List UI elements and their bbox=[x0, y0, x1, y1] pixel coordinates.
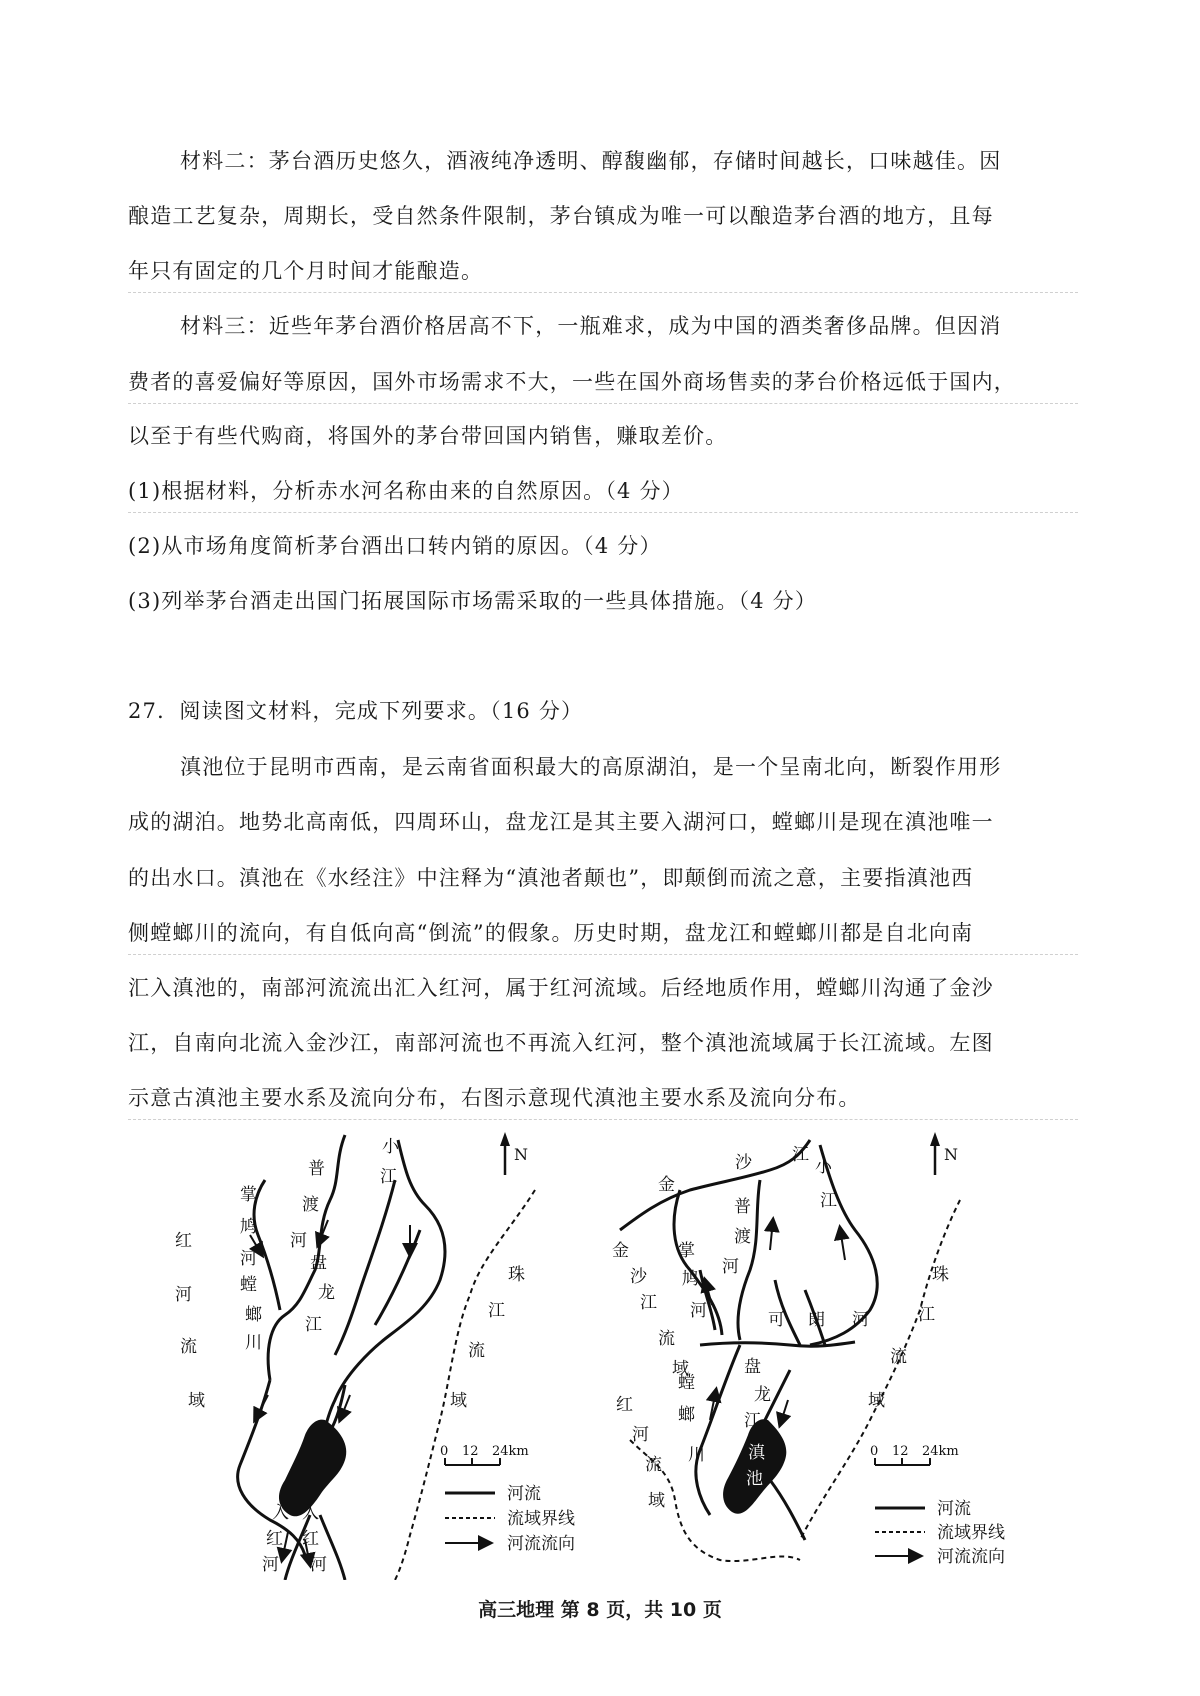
label-jinsha-basin-2: 沙 bbox=[630, 1267, 647, 1287]
label-zhangjiu-2: 鸠 bbox=[682, 1269, 699, 1289]
label-zhangjiu-1: 掌 bbox=[678, 1241, 695, 1261]
material2-line-1: 材料二：茅台酒历史悠久，酒液纯净透明、醇馥幽郁，存储时间越长，口味越佳。因 bbox=[180, 149, 1002, 173]
label-pudu-1: 普 bbox=[308, 1159, 325, 1179]
label-ruhong2-1: 入 bbox=[302, 1503, 319, 1523]
label-panlong-3: 江 bbox=[744, 1411, 761, 1431]
label-zhangjiu-2: 鸠 bbox=[240, 1217, 257, 1237]
label-kelang-3: 河 bbox=[852, 1310, 869, 1330]
label-zhangjiu-1: 掌 bbox=[240, 1185, 257, 1205]
scale-tick-24km: 24km bbox=[922, 1444, 959, 1459]
legend-river-label: 河流 bbox=[507, 1484, 541, 1504]
flow-arrow-icon bbox=[255, 1395, 268, 1420]
label-jinsha-2: 沙 bbox=[735, 1153, 752, 1173]
divider bbox=[128, 292, 1078, 293]
label-kelang-1: 可 bbox=[768, 1310, 785, 1330]
north-label: N bbox=[944, 1145, 958, 1164]
label-tanglang-3: 川 bbox=[245, 1333, 262, 1353]
scale-tick-12: 12 bbox=[462, 1444, 479, 1459]
question-27-line-7: 示意古滇池主要水系及流向分布，右图示意现代滇池主要水系及流向分布。 bbox=[128, 1086, 861, 1110]
label-ruhong2-2: 红 bbox=[302, 1529, 319, 1549]
material2-line-2: 酿造工艺复杂，周期长，受自然条件限制，茅台镇成为唯一可以酿造茅台酒的地方，且每 bbox=[128, 204, 994, 228]
scale-tick-24km: 24km bbox=[492, 1444, 529, 1459]
label-zhujiang-2: 江 bbox=[488, 1301, 505, 1321]
label-jinsha-basin-1: 金 bbox=[612, 1241, 629, 1261]
label-pudu-2: 渡 bbox=[734, 1227, 751, 1247]
label-jinsha-3: 江 bbox=[792, 1145, 809, 1165]
question-26-1: (1)根据材料，分析赤水河名称由来的自然原因。（4 分） bbox=[128, 479, 684, 503]
material2-line-3: 年只有固定的几个月时间才能酿造。 bbox=[128, 259, 484, 283]
label-honghe-4: 域 bbox=[188, 1391, 205, 1411]
flow-arrow-icon bbox=[780, 1400, 788, 1425]
label-tanglang-2: 螂 bbox=[245, 1305, 262, 1325]
label-ruhong1-3: 河 bbox=[262, 1555, 279, 1575]
river-tributary bbox=[375, 1230, 420, 1325]
river-tributary bbox=[335, 1180, 395, 1355]
basin-boundary bbox=[800, 1200, 960, 1540]
north-label: N bbox=[514, 1145, 528, 1164]
map-left-labels bbox=[175, 1137, 575, 1575]
divider bbox=[128, 512, 1078, 513]
label-tanglang-2: 螂 bbox=[678, 1405, 695, 1425]
question-27-line-4: 侧螳螂川的流向，有自低向高“倒流”的假象。历史时期，盘龙江和螳螂川都是自北向南 bbox=[128, 921, 974, 945]
scale-bar bbox=[445, 1458, 500, 1465]
legend-boundary-label: 流域界线 bbox=[507, 1509, 575, 1529]
label-jinsha-basin-5: 域 bbox=[672, 1359, 689, 1379]
label-ruhong1-2: 红 bbox=[266, 1529, 283, 1549]
north-arrow-icon bbox=[500, 1132, 510, 1175]
label-zhangjiu-3: 河 bbox=[690, 1301, 707, 1321]
label-panlong-1: 盘 bbox=[310, 1253, 327, 1273]
label-pudu-3: 河 bbox=[722, 1257, 739, 1277]
label-pudu-2: 渡 bbox=[302, 1195, 319, 1215]
label-xiaojiang-1: 小 bbox=[815, 1157, 832, 1177]
map-legend bbox=[445, 1493, 495, 1543]
river-zhangjiu bbox=[700, 1270, 715, 1330]
river-xiaojiang bbox=[318, 1140, 445, 1470]
dianchi-lake bbox=[279, 1420, 346, 1517]
label-honghe-3: 流 bbox=[180, 1337, 197, 1357]
divider bbox=[128, 403, 1078, 404]
scale-bar bbox=[875, 1458, 930, 1465]
label-pudu-1: 普 bbox=[734, 1197, 751, 1217]
label-panlong-2: 龙 bbox=[754, 1385, 771, 1405]
river-zhangjiu bbox=[254, 1180, 280, 1310]
label-zhangjiu-3: 河 bbox=[240, 1249, 257, 1269]
question-27-line-1: 滇池位于昆明市西南，是云南省面积最大的高原湖泊，是一个呈南北向，断裂作用形 bbox=[180, 755, 1002, 779]
scale-tick-0: 0 bbox=[870, 1444, 879, 1459]
label-zhujiang-3: 流 bbox=[890, 1347, 907, 1367]
map-right-labels bbox=[612, 1145, 1005, 1567]
label-zhujiang-2: 江 bbox=[918, 1305, 935, 1325]
flow-arrow-icon bbox=[770, 1220, 773, 1250]
label-pudu-3: 河 bbox=[290, 1231, 307, 1251]
legend-flow-label: 河流流向 bbox=[507, 1534, 575, 1554]
river-south bbox=[770, 1480, 805, 1540]
dianchi-lake bbox=[723, 1419, 786, 1514]
label-dianchi-2: 池 bbox=[308, 1367, 325, 1387]
label-ruhong1-1: 入 bbox=[272, 1503, 289, 1523]
label-panlong-3: 江 bbox=[305, 1315, 322, 1335]
legend-river-label: 河流 bbox=[937, 1499, 971, 1519]
scale-tick-0: 0 bbox=[440, 1444, 449, 1459]
label-dianchi-2: 池 bbox=[746, 1469, 763, 1489]
question-27-line-2: 成的湖泊。地势北高南低，四周环山，盘龙江是其主要入湖河口，螳螂川是现在滇池唯一 bbox=[128, 810, 994, 834]
label-jinsha-1: 金 bbox=[658, 1175, 675, 1195]
label-honghe-2: 河 bbox=[175, 1285, 192, 1305]
label-jinsha-basin-3: 江 bbox=[640, 1293, 657, 1313]
label-zhujiang-1: 珠 bbox=[508, 1265, 525, 1285]
question-27-heading: 27．阅读图文材料，完成下列要求。（16 分） bbox=[128, 699, 584, 723]
label-panlong-1: 盘 bbox=[744, 1357, 761, 1377]
label-xiaojiang-1: 小 bbox=[382, 1137, 399, 1157]
question-26-2: (2)从市场角度简析茅台酒出口转内销的原因。（4 分） bbox=[128, 534, 662, 558]
legend-boundary-label: 流域界线 bbox=[937, 1523, 1005, 1543]
flow-arrow-icon bbox=[840, 1228, 845, 1260]
label-tanglang-1: 螳 bbox=[678, 1373, 695, 1393]
material3-line-1: 材料三：近些年茅台酒价格居高不下，一瓶难求，成为中国的酒类奢侈品牌。但因消 bbox=[180, 314, 1002, 338]
label-zhujiang-4: 域 bbox=[450, 1391, 467, 1411]
label-tanglang-3: 川 bbox=[688, 1445, 705, 1465]
question-27-line-3: 的出水口。滇池在《水经注》中注释为“滇池者颠也”，即颠倒而流之意，主要指滇池西 bbox=[128, 866, 974, 890]
label-jinsha-basin-4: 流 bbox=[658, 1329, 675, 1349]
label-xiaojiang-2: 江 bbox=[380, 1167, 397, 1187]
label-tanglang-1: 螳 bbox=[240, 1275, 257, 1295]
label-zhujiang-4: 域 bbox=[868, 1391, 885, 1411]
dianchi-maps-figure bbox=[0, 1120, 1200, 1580]
scale-tick-12: 12 bbox=[892, 1444, 909, 1459]
label-dianchi-1: 滇 bbox=[748, 1443, 765, 1463]
label-zhujiang-1: 珠 bbox=[932, 1265, 949, 1285]
river-kelang bbox=[700, 1342, 855, 1346]
legend-flow-label: 河流流向 bbox=[937, 1547, 1005, 1567]
river-pudu bbox=[268, 1135, 345, 1380]
label-honghe-1: 红 bbox=[616, 1395, 633, 1415]
label-xiaojiang-2: 江 bbox=[820, 1191, 837, 1211]
question-27-line-5: 汇入滇池的，南部河流流出汇入红河，属于红河流域。后经地质作用，螳螂川沟通了金沙 bbox=[128, 976, 994, 1000]
label-honghe-4: 域 bbox=[648, 1491, 665, 1511]
label-dianchi-1: 滇 bbox=[310, 1340, 327, 1360]
label-ruhong2-3: 河 bbox=[310, 1555, 327, 1575]
label-kelang-2: 朗 bbox=[808, 1310, 825, 1330]
question-27-line-6: 江，自南向北流入金沙江，南部河流也不再流入红河，整个滇池流域属于长江流域。左图 bbox=[128, 1031, 994, 1055]
label-honghe-3: 流 bbox=[645, 1455, 662, 1475]
page-footer: 高三地理 第 8 页，共 10 页 bbox=[478, 1599, 722, 1621]
river-jinsha bbox=[620, 1140, 810, 1230]
question-26-3: (3)列举茅台酒走出国门拓展国际市场需采取的一些具体措施。（4 分） bbox=[128, 589, 818, 613]
map-legend bbox=[875, 1508, 925, 1556]
divider bbox=[128, 954, 1078, 955]
label-honghe-2: 河 bbox=[632, 1425, 649, 1445]
material3-line-3: 以至于有些代购商，将国外的茅台带回国内销售，赚取差价。 bbox=[128, 424, 728, 448]
material3-line-2: 费者的喜爱偏好等原因，国外市场需求不大，一些在国外商场售卖的茅台价格远低于国内， bbox=[128, 370, 1016, 394]
north-arrow-icon bbox=[930, 1132, 940, 1175]
label-honghe-1: 红 bbox=[175, 1231, 192, 1251]
label-zhujiang-3: 流 bbox=[468, 1341, 485, 1361]
label-panlong-2: 龙 bbox=[318, 1283, 335, 1303]
